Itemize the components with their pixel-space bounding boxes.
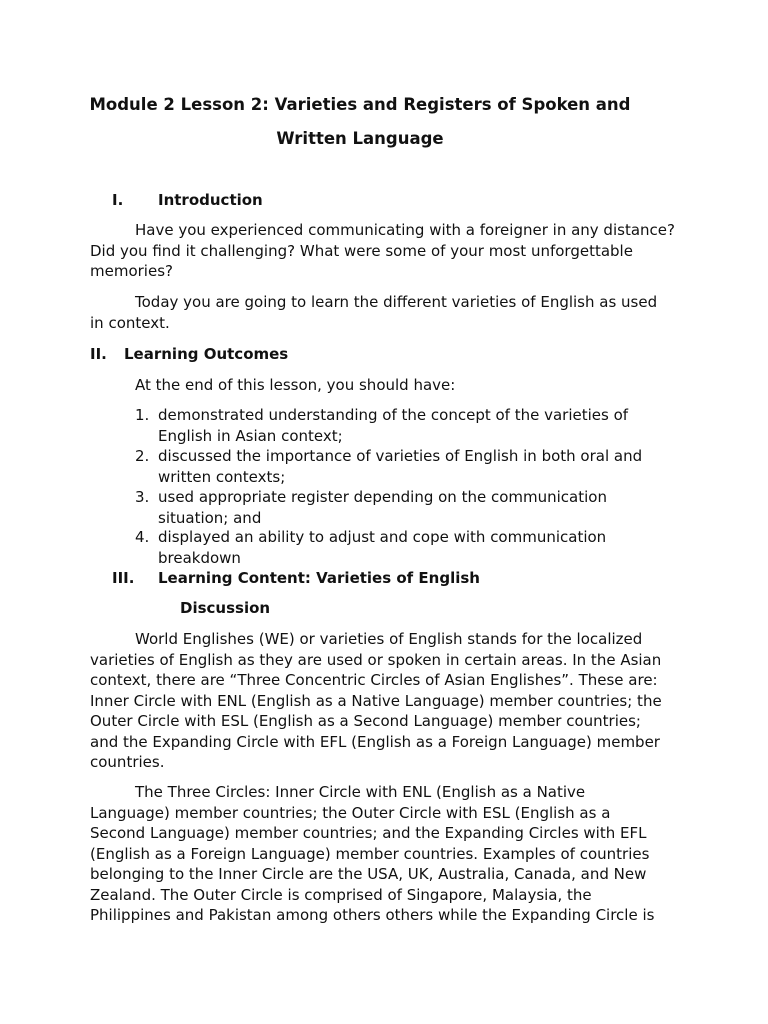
list-number: 1.: [135, 406, 150, 424]
list-number: 4.: [135, 528, 150, 546]
discussion-subheading: Discussion: [180, 599, 271, 617]
intro-paragraph-2: Today you are going to learn the different varieties of English as used in context.: [90, 293, 658, 332]
outcomes-lead: At the end of this lesson, you should have:: [135, 376, 456, 394]
section-3-numeral: III.: [112, 569, 135, 587]
document-title-line-2: Written Language: [276, 129, 444, 148]
content-paragraph-2: The Three Circles: Inner Circle with ENL (English as a Native Language) member countries; the Outer Circle with ESL (English as a Second Language) member countries; and the Expanding Circles with EFL (English as a Foreign Language) member countries. Examples of countries belonging to the Inner Circle are the USA, UK, Australia, Canada, and New Zealand. The Outer Circle is comprised of Singapore, Malaysia, the Philippines and Pakistan among others others while the Expanding Circle is: [90, 783, 655, 924]
list-text: displayed an ability to adjust and cope with communication breakdown: [158, 528, 607, 567]
section-1-heading: Introduction: [158, 191, 263, 209]
section-1-numeral: I.: [112, 191, 124, 209]
list-number: 3.: [135, 488, 150, 506]
content-paragraph-1: World Englishes (WE) or varieties of English stands for the localized varieties of English as they are used or spoken in certain areas. In the Asian context, there are “Three Concentric Circles of Asian Englishes”. These are: Inner Circle with ENL (English as a Native Language) member countries; the Outer Circle with ESL (English as a Second Language) member countries; and the Expanding Circle with EFL (English as a Foreign Language) member countries.: [90, 630, 662, 771]
list-text: demonstrated understanding of the concept of the varieties of English in Asian context;: [158, 406, 629, 445]
section-3-heading: Learning Content: Varieties of English: [158, 569, 480, 587]
section-2-heading: Learning Outcomes: [124, 345, 289, 363]
section-2-numeral: II.: [90, 345, 107, 363]
intro-paragraph-1: Have you experienced communicating with a foreigner in any distance? Did you find it challenging? What were some of your most unforgettable memories?: [90, 221, 675, 280]
list-text: used appropriate register depending on the communication situation; and: [158, 488, 607, 527]
list-text: discussed the importance of varieties of English in both oral and written contexts;: [158, 447, 643, 486]
list-number: 2.: [135, 447, 150, 465]
document-title-line-1: Module 2 Lesson 2: Varieties and Registers of Spoken and: [89, 95, 631, 114]
